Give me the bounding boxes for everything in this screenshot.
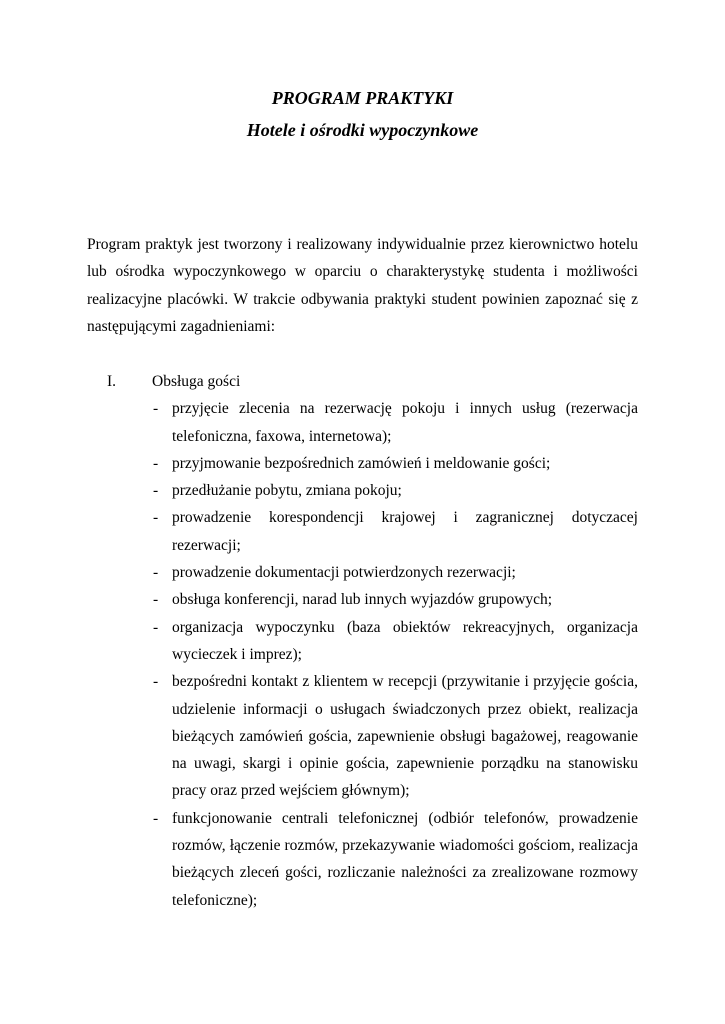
list-item-text: funkcjonowanie centrali telefonicznej (odbiór telefonów, prowadzenie rozmów, łączenie rozmów, przekazywanie wiadomości gościom, realizacja bieżących zleceń gości, rozliczanie należności za zrealizowane rozmowy telefoniczne);	[172, 809, 638, 909]
list-item-text: przyjmowanie bezpośrednich zamówień i meldowanie gości;	[172, 454, 551, 472]
list-item-text: prowadzenie korespondencji krajowej i zagranicznej dotyczacej rezerwacji;	[172, 509, 638, 554]
list-item	[87, 395, 638, 450]
document-subtitle: Hotele i ośrodki wypoczynkowe	[246, 120, 479, 140]
list-item-text: bezpośredni kontakt z klientem w recepcji (przywitanie i przyjęcie gościa, udzielenie informacji o usługach świadczonych przez obiekt, realizacja bieżących zamówień gościa, zapewnienie obsługi bagażowej, reagowanie na uwagi, skargi i opinie gościa, zapewnienie porządku na stanowisku pracy oraz przed wejściem głównym);	[172, 673, 638, 800]
list-item-text: przyjęcie zlecenia na rezerwację pokoju i innych usług (rezerwacja telefoniczna, faxowa, internetowa);	[172, 400, 638, 445]
intro-paragraph: Program praktyk jest tworzony i realizowany indywidualnie przez kierownictwo hotelu lub ośrodka wypoczynkowego w oparciu o charakterystykę studenta i możliwości realizacyjne placówki. W trakcie odbywania praktyki student powinien zapoznać się z następującymi zagadnieniami:	[87, 236, 638, 335]
list-bullet: -	[153, 454, 159, 472]
section-heading	[87, 368, 638, 395]
list-bullet: -	[153, 809, 159, 827]
list-item	[87, 559, 638, 586]
list-item	[87, 614, 638, 669]
list-item	[87, 805, 638, 914]
document-title: PROGRAM PRAKTYKI	[271, 88, 454, 108]
section-number: I.	[107, 373, 117, 390]
list-bullet: -	[153, 482, 159, 500]
list-item	[87, 586, 638, 613]
list-item	[87, 450, 638, 477]
list-bullet: -	[153, 673, 159, 691]
section-guest-service	[87, 368, 638, 914]
section-items-list	[87, 395, 638, 914]
list-item-text: przedłużanie pobytu, zmiana pokoju;	[172, 482, 402, 500]
list-item	[87, 477, 638, 504]
list-item-text: organizacja wypoczynku (baza obiektów rekreacyjnych, organizacja wycieczek i imprez);	[172, 618, 638, 663]
list-bullet: -	[153, 591, 159, 609]
list-item	[87, 504, 638, 559]
list-bullet: -	[153, 618, 159, 636]
list-item	[87, 668, 638, 804]
section-label: Obsługa gości	[152, 373, 241, 390]
list-bullet: -	[153, 564, 159, 582]
list-item-text: obsługa konferencji, narad lub innych wyjazdów grupowych;	[172, 591, 553, 609]
list-bullet: -	[153, 400, 159, 418]
list-item-text: prowadzenie dokumentacji potwierdzonych rezerwacji;	[172, 564, 516, 582]
list-bullet: -	[153, 509, 159, 527]
